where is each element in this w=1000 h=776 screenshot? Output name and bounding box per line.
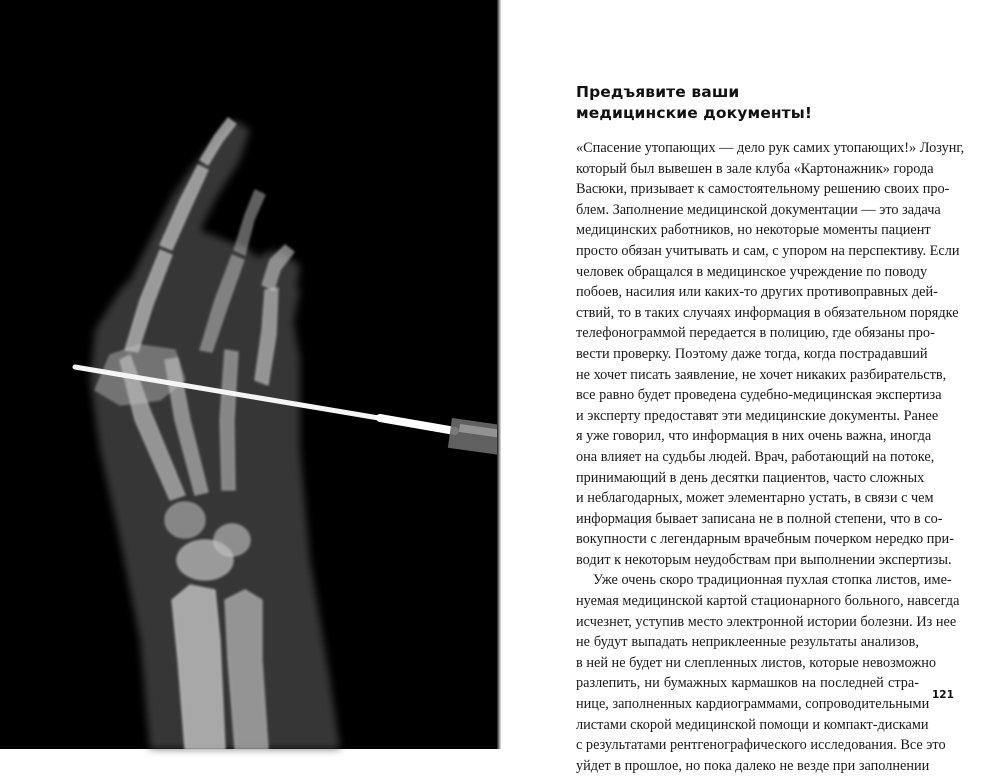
text-line: она влияет на судьбы людей. Врач, работающий на потоке, (576, 448, 935, 465)
text-line: и неблагодарных, может элементарно устать, в связи с чем (576, 490, 934, 507)
text-line: уйдет в прошлое, но пока далеко не везде при заполнении (576, 757, 930, 774)
text-line: листами скорой медицинской помощи и компакт-дисками (576, 716, 929, 733)
text-line: я уже говорил, что информация в них очень важна, иногда (576, 428, 932, 445)
text-line: Васюки, призывает к самостоятельному решению своих про- (576, 181, 950, 198)
text-line: водит к некоторым неудобствам при выполнении экспертизы. (576, 551, 952, 568)
text-line: блем. Заполнение медицинской документации — это задача (576, 201, 941, 218)
hand-xray-illustration (0, 0, 497, 749)
text-line: ствий, то в таких случаях информация в обязательном порядке (576, 304, 959, 321)
text-line: информация бывает записана не в полной степени, что в со- (576, 510, 943, 527)
text-line: в ней не будет ни слепленных листов, которые невозможно (576, 654, 937, 671)
text-line: Уже очень скоро традиционная пухлая стопка листов, име- (593, 572, 952, 589)
text-line: и эксперту предоставят эти медицинские документы. Ранее (576, 407, 939, 424)
text-line: нице, заполненных кардиограммами, сопроводительными (576, 696, 930, 713)
text-line: не будут выпадать неприклеенные результаты анализов, (576, 634, 919, 651)
text-line: с результатами рентгенографического исследования. Все это (576, 737, 946, 754)
text-line: телефонограммой передается в полицию, где обязаны про- (576, 325, 935, 342)
text-line: побоев, насилия или каких-то других противоправных дей- (576, 284, 938, 301)
heading-line-1: Предъявите ваши (576, 83, 740, 101)
text-line: человек обращался в медицинское учреждение по поводу (576, 263, 928, 280)
page-number: 121 (932, 689, 954, 701)
text-line: исчезнет, уступив место электронной истории болезни. Из нее (576, 613, 957, 630)
chapter-heading (576, 82, 906, 124)
text-line: не хочет писать заявление, не хочет никаких разбирательств, (576, 366, 947, 383)
text-line: «Спасение утопающих — дело рук самих утопающих!» Лозунг, (576, 140, 965, 156)
text-page (501, 0, 1000, 774)
text-line: который был вывешен в зале клуба «Картонажник» города (576, 160, 934, 177)
text-line: медицинских работников, но некоторые моменты пациент (576, 222, 931, 239)
text-line: вокупности с легендарным врачебным почерком нередко при- (576, 531, 954, 548)
text-line: просто обязан учитывать и сам, с упором на перспективу. Если (576, 242, 960, 259)
text-line: вести проверку. Поэтому даже тогда, когда пострадавший (576, 345, 928, 362)
text-line: все равно будет проведена судебно-медицинская экспертиза (576, 387, 942, 404)
text-line: принимающий в день десятки пациентов, часто сложных (576, 469, 925, 486)
xray-image (0, 0, 497, 749)
text-line: нуемая медицинской картой стационарного больного, навсегда (576, 593, 960, 610)
heading-line-2: медицинские документы! (576, 104, 813, 122)
text-line: разлепить, ни бумажных кармашков на последней стра- (576, 675, 919, 692)
